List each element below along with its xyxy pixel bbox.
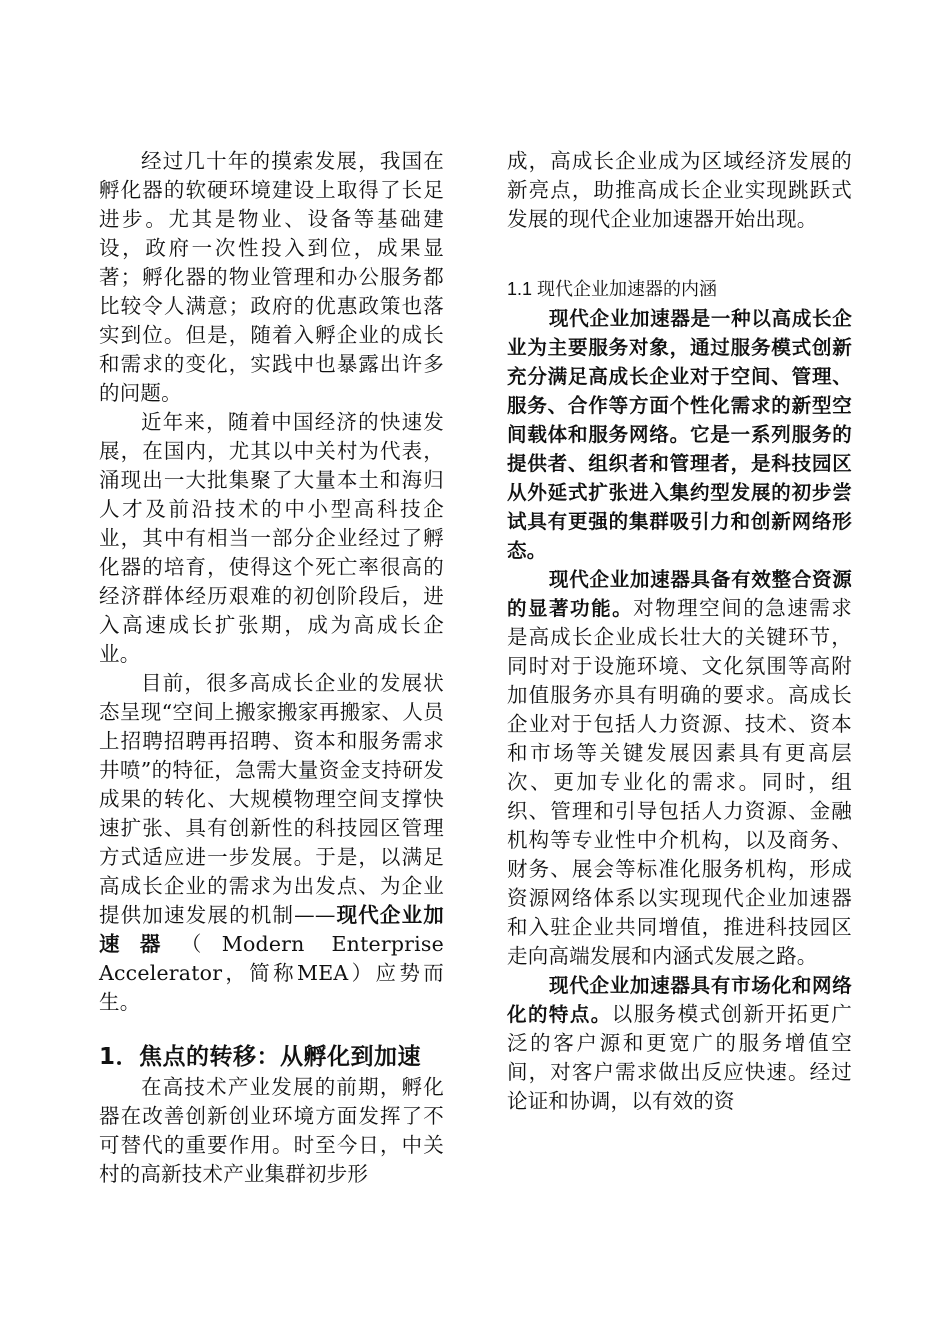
paragraph-early-stage: 在高技术产业发展的前期，孵化器在改善创新创业环境方面发挥了不可替代的重要作用。时至今日，中关村的高新技术产业集群初步形 bbox=[99, 1075, 444, 1186]
paragraph-continuation: 成，高成长企业成为区域经济发展的新亮点，助推高成长企业实现跳跃式发展的现代企业加速器开始出现。 bbox=[507, 149, 852, 231]
paragraph-definition-bold: 现代企业加速器是一种以高成长企业为主要服务对象，通过服务模式创新充分满足高成长企业对于空间、管理、服务、合作等方面个性化需求的新型空间载体和服务网络。它是一系列服务的提供者、组织者和管理者，是科技园区从外延式扩张进入集约型发展的初步尝试具有更强的集群吸引力和创新网络形态。 bbox=[507, 307, 852, 562]
subsection-heading: 1.1 现代企业加速器的内涵 bbox=[507, 279, 718, 299]
right-column bbox=[507, 147, 852, 1116]
paragraph-resource-integration bbox=[507, 565, 852, 971]
paragraph-market-network bbox=[507, 971, 852, 1116]
paragraph-text: 目前，很多高成长企业的发展状态呈现“空间上搬家搬家再搬家、人员上招聘招聘再招聘、资本和服务需求井喷”的特征，急需大量资金支持研发成果的转化、大规模物理空间支撑快速扩张、具有创新性的科技园区管理方式适应进一步发展。于是，以满足高成长企业的需求为出发点、为企业提供加速发展的机制—— bbox=[99, 671, 444, 927]
bold-lead: 现代企业加速器具有市场化和网络化的特点。 bbox=[507, 974, 852, 1026]
paragraph-recent-years: 近年来，随着中国经济的快速发展，在国内，尤其以中关村为代表，涌现出一大批集聚了大量本土和海归人才及前沿技术的中小型高科技企业，其中有相当一部分企业经过了孵化器的培育，使得这个死亡率很高的经济群体经历艰难的初创阶段后，进入高速成长扩张期，成为高成长企业。 bbox=[99, 410, 444, 666]
bold-term: 现代企业加速器 bbox=[99, 903, 445, 956]
section-heading: 1．焦点的转移：从孵化到加速 bbox=[99, 1044, 422, 1070]
paragraph-current-state bbox=[99, 669, 444, 1017]
left-column bbox=[99, 147, 444, 1189]
bold-lead: 现代企业加速器具备有效整合资源的显著功能。 bbox=[507, 568, 852, 620]
paragraph-text: 对物理空间的急速需求是高成长企业成长壮大的关键环节，同时对于设施环境、文化氛围等高附加值服务亦具有明确的要求。高成长企业对于包括人力资源、技术、资本和市场等关键发展因素具有更高层次、更加专业化的需求。同时，组织、管理和引导包括人力资源、金融机构等专业性中介机构，以及商务、财务、展会等标准化服务机构，形成资源网络体系以实现现代企业加速器和入驻企业共同增值，推进科技园区走向高端发展和内涵式发展之路。 bbox=[507, 596, 853, 968]
paragraph-incubator-progress: 经过几十年的摸索发展，我国在孵化器的软硬环境建设上取得了长足进步。尤其是物业、设备等基础建设，政府一次性投入到位，成果显著；孵化器的物业管理和办公服务都比较令人满意；政府的优惠政策也落实到位。但是，随着入孵企业的成长和需求的变化，实践中也暴露出许多的问题。 bbox=[99, 149, 444, 405]
paragraph-text: 以服务模式创新开拓更广泛的客户源和更宽广的服务增值空间，对客户需求做出反应快速。经过论证和协调，以有效的资 bbox=[507, 1002, 852, 1113]
paragraph-text: （Modern Enterprise Accelerator，简称MEA）应势而生。 bbox=[99, 932, 444, 1014]
